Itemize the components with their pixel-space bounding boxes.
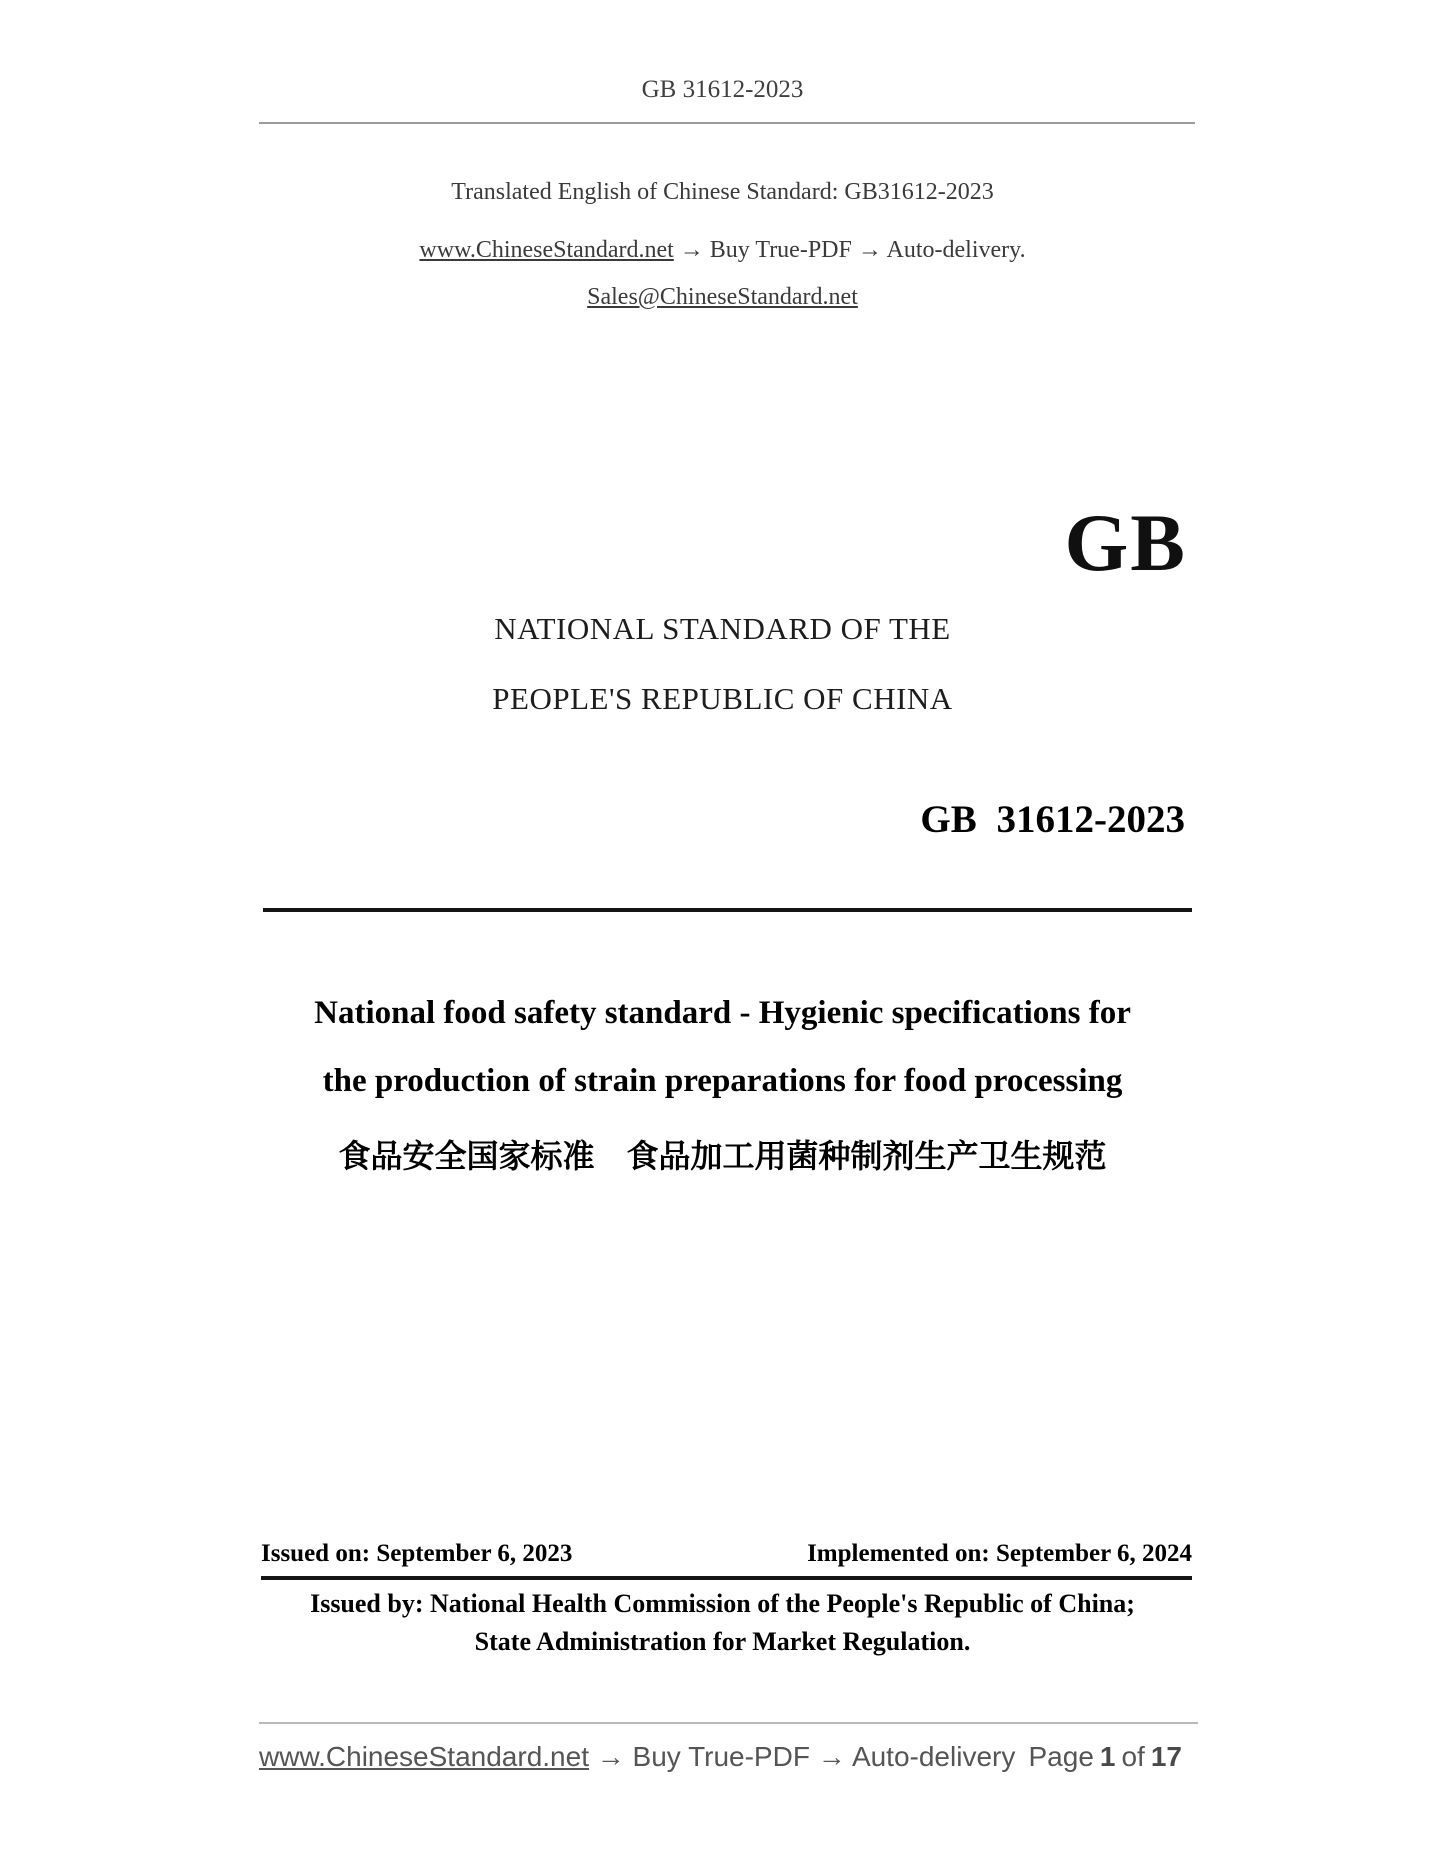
title-divider <box>263 908 1192 912</box>
page-total: 17 <box>1150 1741 1182 1772</box>
footer-divider <box>259 1722 1198 1724</box>
header-divider <box>259 122 1195 124</box>
title-chinese: 食品安全国家标准 食品加工用菌种制剂生产卫生规范 <box>338 1138 1107 1174</box>
translated-line: Translated English of Chinese Standard: GB31612-2023 <box>451 179 994 205</box>
national-standard-line2: PEOPLE'S REPUBLIC OF CHINA <box>492 681 953 716</box>
page-current: 1 <box>1099 1741 1116 1772</box>
sales-email-link[interactable]: Sales@ChineseStandard.net <box>587 284 858 310</box>
issued-divider <box>261 1576 1192 1580</box>
of-label: of <box>1121 1741 1145 1772</box>
implemented-on-date: Implemented on: September 6, 2024 <box>807 1540 1192 1567</box>
site-link[interactable]: www.ChineseStandard.net <box>419 237 674 263</box>
header-doc-number: GB 31612-2023 <box>641 76 804 103</box>
issue-dates-row <box>261 1540 1192 1568</box>
standard-number: GB 31612-2023 <box>920 798 1185 841</box>
header-sales-line <box>0 284 1445 311</box>
footer-site-link[interactable]: www.ChineseStandard.net <box>259 1741 589 1772</box>
footer-site-rest: → Buy True-PDF → Auto-delivery <box>596 1741 1016 1772</box>
national-standard-line1: NATIONAL STANDARD OF THE <box>494 611 951 646</box>
title-english-line1: National food safety standard - Hygienic specifications for <box>314 995 1131 1031</box>
issued-on-date: Issued on: September 6, 2023 <box>261 1540 573 1567</box>
title-english-line2: the production of strain preparations for food processing <box>322 1063 1123 1099</box>
page-indicator <box>1026 1741 1186 1773</box>
footer <box>259 1741 1185 1773</box>
site-line-rest: → Buy True-PDF → Auto-delivery. <box>679 237 1026 263</box>
issued-by-line2: State Administration for Market Regulation. <box>474 1627 971 1656</box>
issued-by-line1: Issued by: National Health Commission of the People's Republic of China; <box>310 1589 1135 1618</box>
gb-logo: GB <box>1064 497 1187 588</box>
footer-site-line <box>259 1741 1015 1773</box>
page-label: Page <box>1028 1741 1094 1772</box>
header-site-line <box>0 237 1445 264</box>
